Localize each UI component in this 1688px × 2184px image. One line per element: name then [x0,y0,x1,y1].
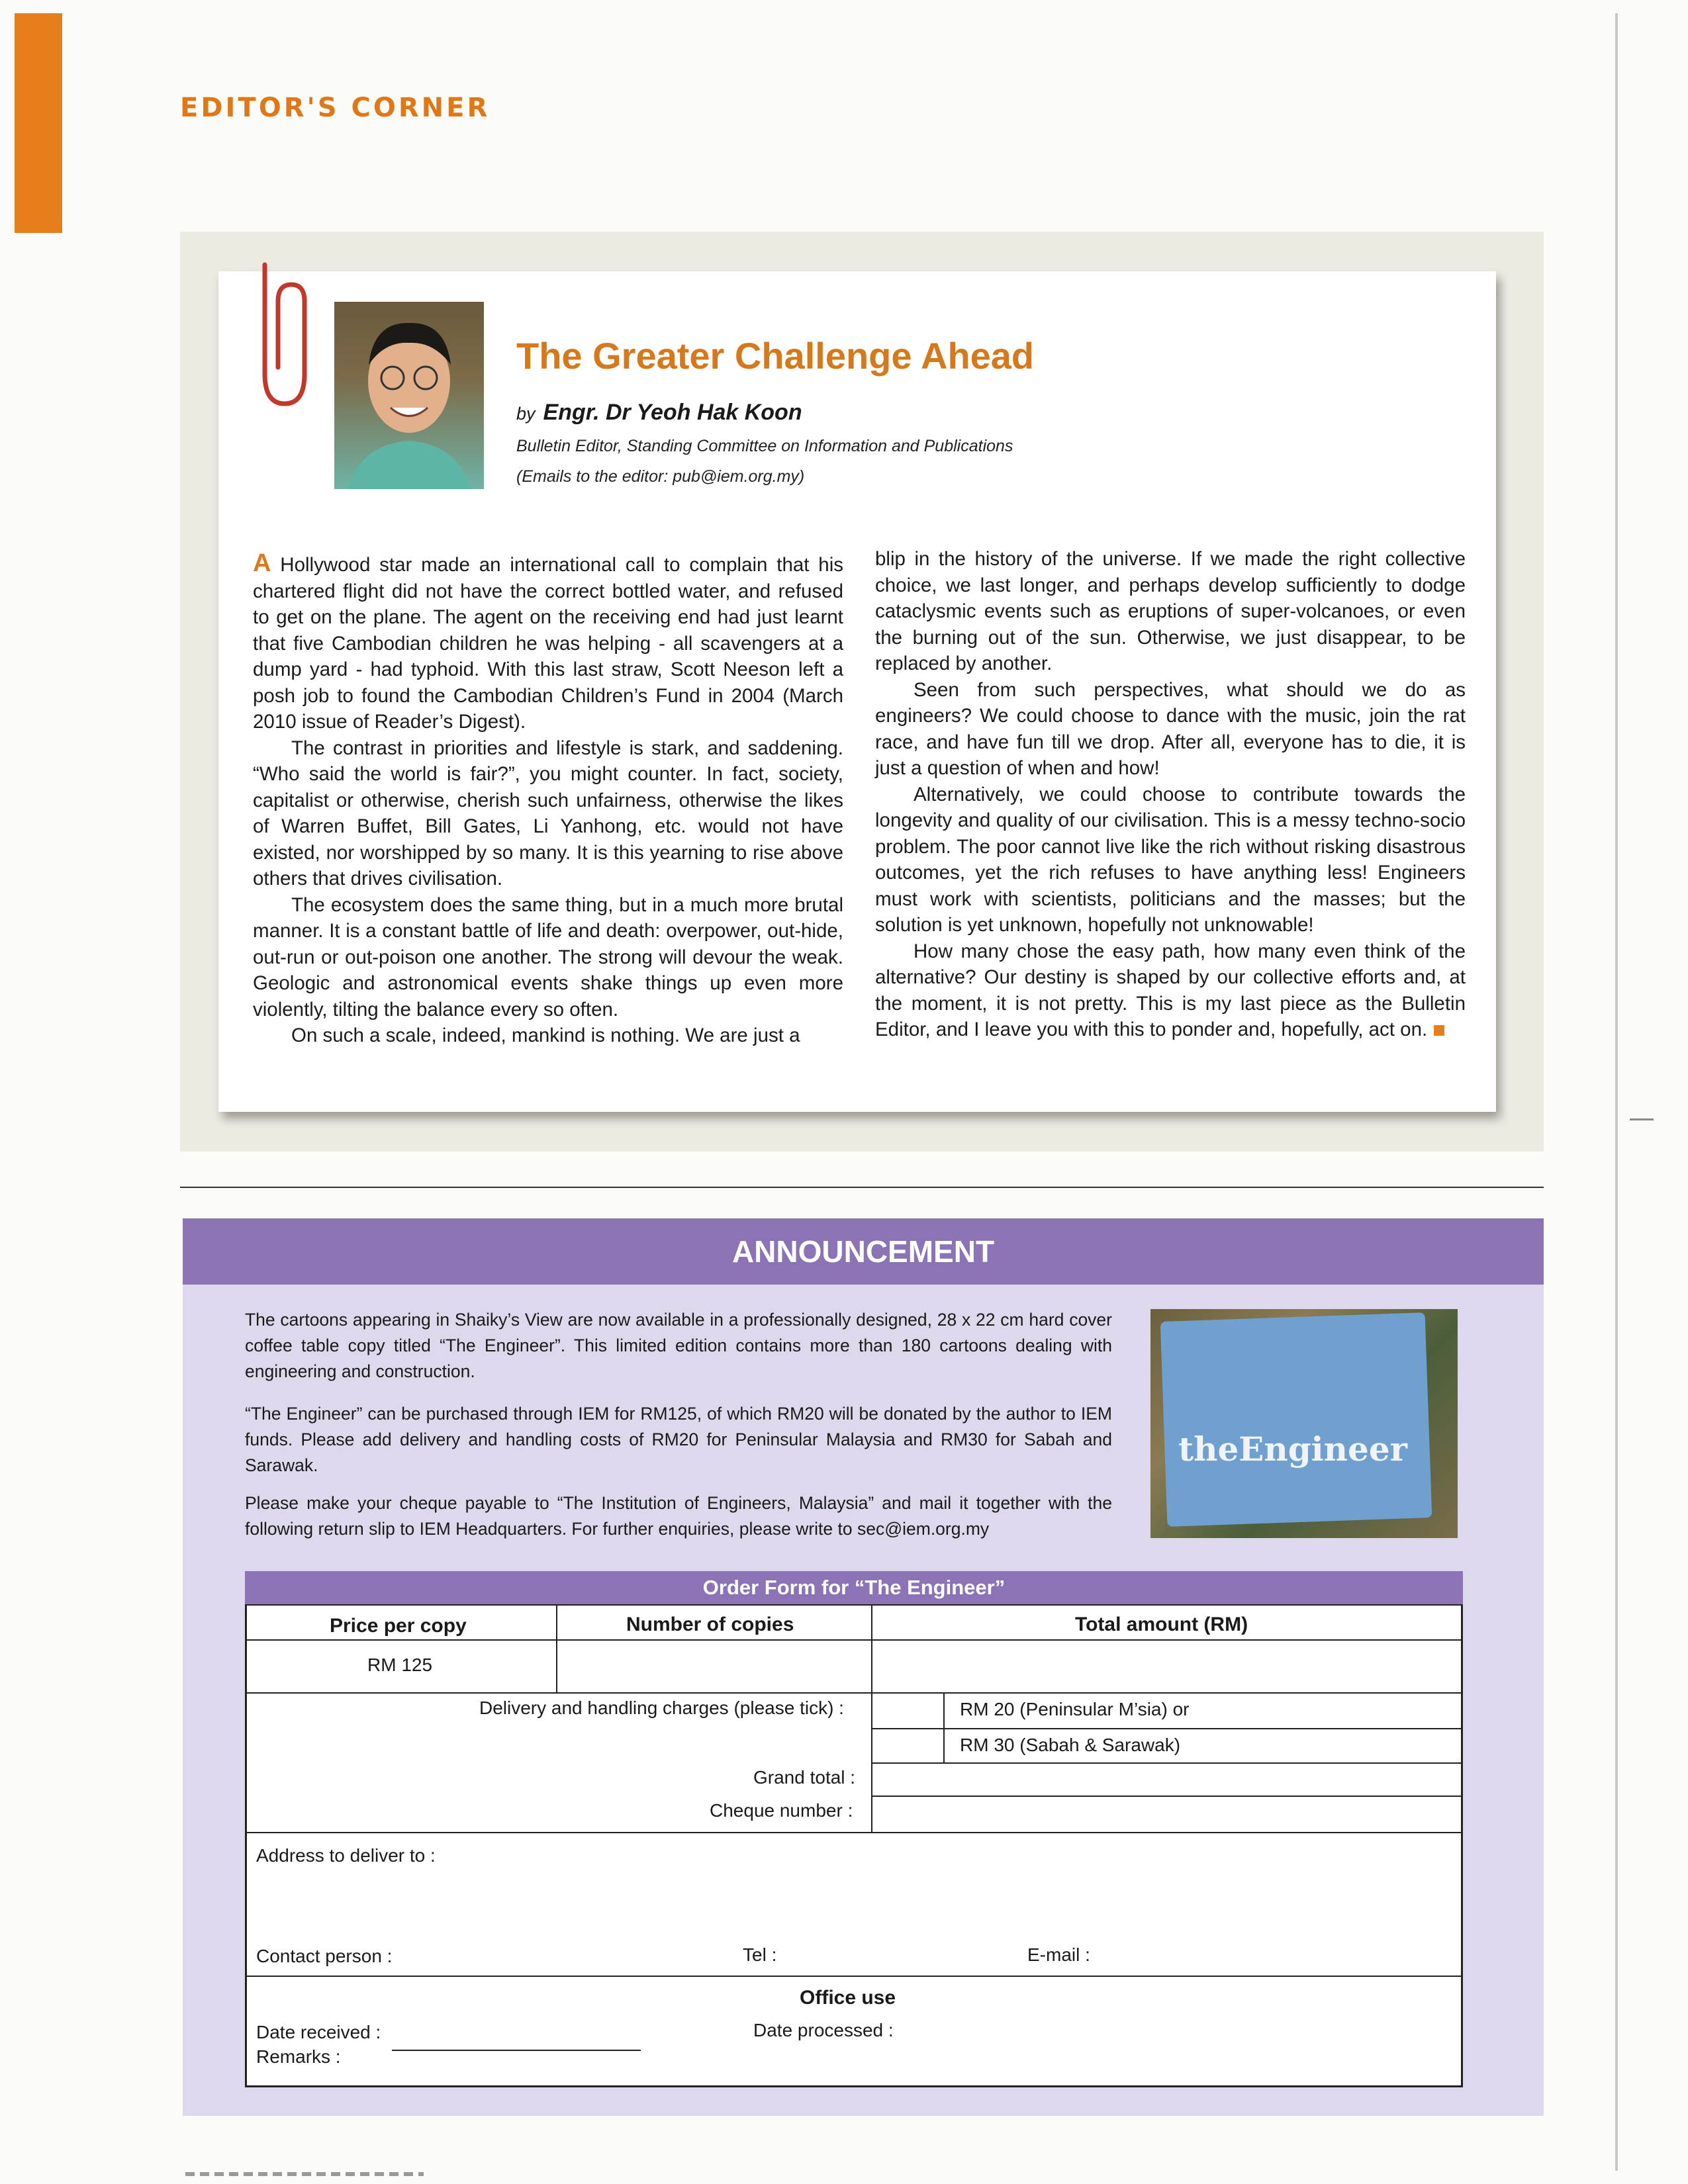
announcement-paragraph: Please make your cheque payable to “The Institution of Engineers, Malaysia” and mail it together with the following return slip to IEM Headquarters. For further enquiries, please write to sec@iem.org.my [245,1493,1112,1539]
article-paragraph: blip in the history of the universe. If we made the right collective choice, we last longer, and perhaps develop sufficiently to dodge cataclysmic events such as eruptions of super-volcanoes, or even the burning out of the sun. Otherwise, we just disappear, to be replaced by another. [875,548,1466,674]
editor-email-note: (Emails to the editor: pub@iem.org.my) [516,467,805,486]
paragraph-text: How many chose the easy path, how many even think of the alternative? Our destiny is shaped by our collective efforts and, at the moment, it is not pretty. This is my last piece as the Bulletin Editor, and I leave you with this to ponder and, hopefully, act on. [875,940,1466,1040]
form-line [871,1762,1463,1764]
article-paragraph: The contrast in priorities and lifestyle is stark, and saddening. “Who said the world is fair?”, you might counter. In fact, society, capitalist or otherwise, cherish such unfairness, otherwise the likes of Warren Buffet, Bill Gates, Li Yanhong, etc. would not have existed, nor worshipped by so many. It is this yearning to rise above others that drives civilisation. [253,737,843,889]
announcement-title: ANNOUNCEMENT [183,1218,1544,1285]
form-line [943,1692,945,1762]
article-paragraph [253,551,843,735]
form-line [245,1639,1463,1641]
article-paragraph: Seen from such perspectives, what should we do as engineers? We could choose to dance with the music, join the rat race, and have fun till we drop. After all, everyone has to die, it is just a question of when and how! [875,678,1466,779]
form-line [871,1728,1463,1729]
option-peninsular: RM 20 (Peninsular M’sia) or [960,1699,1190,1719]
drop-cap: A [253,549,271,577]
form-line [245,1604,1463,1606]
form-line [245,1832,1463,1833]
paperclip-icon [245,261,318,420]
section-heading: EDITOR'S CORNER [180,93,491,123]
book-cover-title: theEngineer [1178,1430,1407,1469]
end-mark-icon [1434,1025,1444,1036]
cheque-number-field[interactable] [876,1798,1459,1830]
option-sabah: RM 30 (Sabah & Sarawak) [960,1735,1181,1755]
grand-total-label: Grand total : [753,1767,856,1788]
article-column-right [875,546,1466,1043]
page-edge-mark [1630,1118,1654,1120]
author-role: Bulletin Editor, Standing Committee on Information and Publications [516,437,1013,455]
column-header-copies: Number of copies [626,1614,794,1635]
price-value: RM 125 [367,1655,433,1675]
announcement-paragraph: The cartoons appearing in Shaiky’s View are now available in a professionally designed, 28 x 22 cm hard cover coffee table copy titled “The Engineer”. This limited edition contains more than 180 cartoons dealing with engineering and construction. [245,1310,1112,1381]
date-received-line [392,2050,641,2051]
date-received-label: Date received : [256,2022,381,2042]
column-header-price: Price per copy [330,1615,467,1637]
order-form-title: Order Form for “The Engineer” [245,1571,1463,1604]
office-use-heading: Office use [800,1987,896,2009]
book-cover [1160,1312,1432,1527]
email-label: E-mail : [1027,1944,1090,1965]
article-paragraph: The ecosystem does the same thing, but in a much more brutal manner. It is a constant battle of life and death: overpower, out-hide, out-run or out-poison one another. The strong will devour the weak. Geologic and astronomical events shake things up even more violently, tilting the balance every so often. [253,893,843,1021]
page-footer [185,2172,424,2176]
form-line [871,1796,1463,1797]
article-paragraph: On such a scale, indeed, mankind is nothing. We are just a [291,1024,800,1046]
address-field[interactable] [256,1873,1448,1939]
article-paragraph: Alternatively, we could choose to contribute towards the longevity and quality of our civilisation. This is a messy techno-socio problem. The poor cannot live like the rich without risking disastrous outcomes, yet the rich refuses to have anything less! Engineers must work with scientists, politicians and the masses; but the solution is yet unknown, hopefully not unknowable! [875,783,1466,936]
author-name: Engr. Dr Yeoh Hak Koon [543,400,802,425]
page-edge [1615,13,1618,2171]
article-column-left [253,551,843,1049]
form-line [556,1604,557,1692]
byline [516,400,802,426]
section-color-tab [15,13,62,233]
section-divider [180,1187,1544,1188]
number-of-copies-field[interactable] [561,1642,867,1690]
date-processed-label: Date processed : [753,2020,894,2040]
article-paragraph [875,938,1466,1043]
tel-label: Tel : [743,1944,777,1965]
author-photo [334,302,484,489]
contact-person-label: Contact person : [256,1946,393,1966]
cheque-number-label: Cheque number : [710,1800,853,1821]
form-line [245,1692,1463,1694]
column-header-total: Total amount (RM) [1075,1614,1248,1635]
delivery-label: Delivery and handling charges (please tick) : [479,1698,844,1718]
remarks-label: Remarks : [256,2046,341,2067]
announcement-paragraph: “The Engineer” can be purchased through IEM for RM125, of which RM20 will be donated by the author to IEM funds. Please add delivery and handling costs of RM20 for Peninsular Malaysia and RM30 for Sabah and Sarawak. [245,1404,1112,1475]
grand-total-field[interactable] [876,1764,1459,1794]
byline-prefix: by [516,404,536,424]
sabah-tick-box[interactable] [876,1731,940,1760]
form-line [871,1604,872,1832]
paragraph-text: Hollywood star made an international call to complain that his chartered flight did not have the correct bottled water, and refused to get on the plane. The agent on the receiving end had just learnt that five Cambodian children he was helping - all scavengers at a dump yard - had typhoid. With this last straw, Scott Neeson left a posh job to found the Cambodian Children’s Fund in 2004 (March 2010 issue of Reader’s Digest). [253,554,843,733]
peninsular-tick-box[interactable] [876,1696,940,1726]
form-line [245,1976,1463,1977]
total-amount-field[interactable] [876,1642,1459,1690]
article-title: The Greater Challenge Ahead [516,335,1035,377]
address-label: Address to deliver to : [256,1845,436,1866]
